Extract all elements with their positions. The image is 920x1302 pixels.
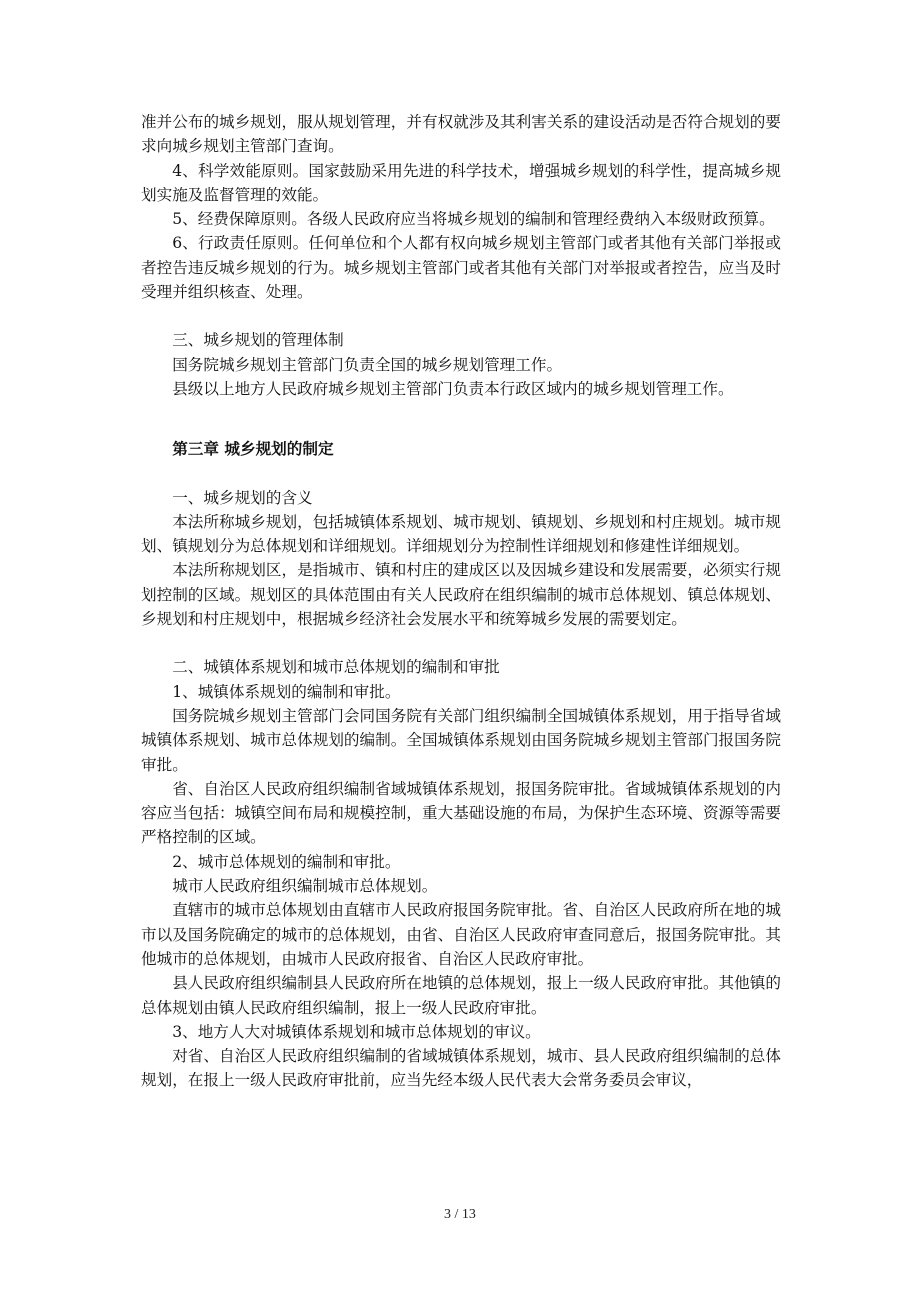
paragraph: 对省、自治区人民政府组织编制的省域城镇体系规划，城市、县人民政府组织编制的总体规划，在报上一级人民政府审批前，应当先经本级人民代表大会常务委员会审议，	[141, 1047, 781, 1090]
section-heading: 一、城乡规划的含义	[172, 488, 313, 507]
paragraph: 城市人民政府组织编制城市总体规划。	[172, 877, 438, 896]
chapter-heading: 第三章 城乡规划的制定	[172, 439, 334, 459]
paragraph: 县级以上地方人民政府城乡规划主管部门负责本行政区域内的城乡规划管理工作。	[172, 379, 734, 398]
paragraph: 5、经费保障原则。各级人民政府应当将城乡规划的编制和管理经费纳入本级财政预算。	[172, 210, 775, 229]
paragraph: 国务院城乡规划主管部门负责全国的城乡规划管理工作。	[172, 355, 563, 374]
paragraph: 本法所称城乡规划，包括城镇体系规划、城市规划、镇规划、乡规划和村庄规划。城市规划、镇规划分为总体规划和详细规划。详细规划分为控制性详细规划和修建性详细规划。	[141, 512, 781, 556]
spacer	[141, 462, 781, 486]
paragraph: 直辖市的城市总体规划由直辖市人民政府报国务院审批。省、自治区人民政府所在地的城市以及国务院确定的城市的总体规划，由省、自治区人民政府审查同意后，报国务院审批。其他城市的总体规划，由城市人民政府报省、自治区人民政府审批。	[141, 901, 781, 968]
paragraph: 县人民政府组织编制县人民政府所在地镇的总体规划，报上一级人民政府审批。其他镇的总体规划由镇人民政府组织编制，报上一级人民政府审批。	[141, 974, 781, 1017]
document-body	[141, 110, 781, 1093]
paragraph: 国务院城乡规划主管部门会同国务院有关部门组织编制全国城镇体系规划，用于指导省域城镇体系规划、城市总体规划的编制。全国城镇体系规划由国务院城乡规划主管部门报国务院审批。	[141, 706, 781, 774]
subsection-heading: 1、城镇体系规划的编制和审批。	[172, 682, 401, 701]
section-heading: 三、城乡规划的管理体制	[172, 331, 344, 350]
paragraph: 省、自治区人民政府组织编制省域城镇体系规划，报国务院审批。省域城镇体系规划的内容应当包括：城镇空间布局和规模控制，重大基础设施的布局，为保护生态环境、资源等需要严格控制的区域。	[141, 779, 781, 847]
page-number: 3 / 13	[444, 1207, 476, 1222]
paragraph: 准并公布的城乡规划，服从规划管理，并有权就涉及其利害关系的建设活动是否符合规划的要求向城乡规划主管部门查询。	[141, 113, 781, 156]
section-heading: 二、城镇体系规划和城市总体规划的编制和审批	[172, 658, 500, 677]
spacer	[141, 401, 781, 437]
paragraph: 6、行政责任原则。任何单位和个人都有权向城乡规划主管部门或者其他有关部门举报或者控告违反城乡规划的行为。城乡规划主管部门或者其他有关部门对举报或者控告，应当及时受理并组织核查、处理。	[141, 234, 781, 302]
spacer	[141, 631, 781, 655]
paragraph: 本法所称规划区，是指城市、镇和村庄的建成区以及因城乡建设和发展需要，必须实行规划控制的区域。规划区的具体范围由有关人民政府在组织编制的城市总体规划、镇总体规划、乡规划和村庄规划中，根据城乡经济社会发展水平和统筹城乡发展的需要划定。	[141, 561, 781, 629]
subsection-heading: 2、城市总体规划的编制和审批。	[172, 852, 401, 871]
paragraph: 4、科学效能原则。国家鼓励采用先进的科学技术，增强城乡规划的科学性，提高城乡规划实施及监督管理的效能。	[141, 161, 781, 204]
subsection-heading: 3、地方人大对城镇体系规划和城市总体规划的审议。	[172, 1022, 541, 1041]
spacer	[141, 304, 781, 328]
